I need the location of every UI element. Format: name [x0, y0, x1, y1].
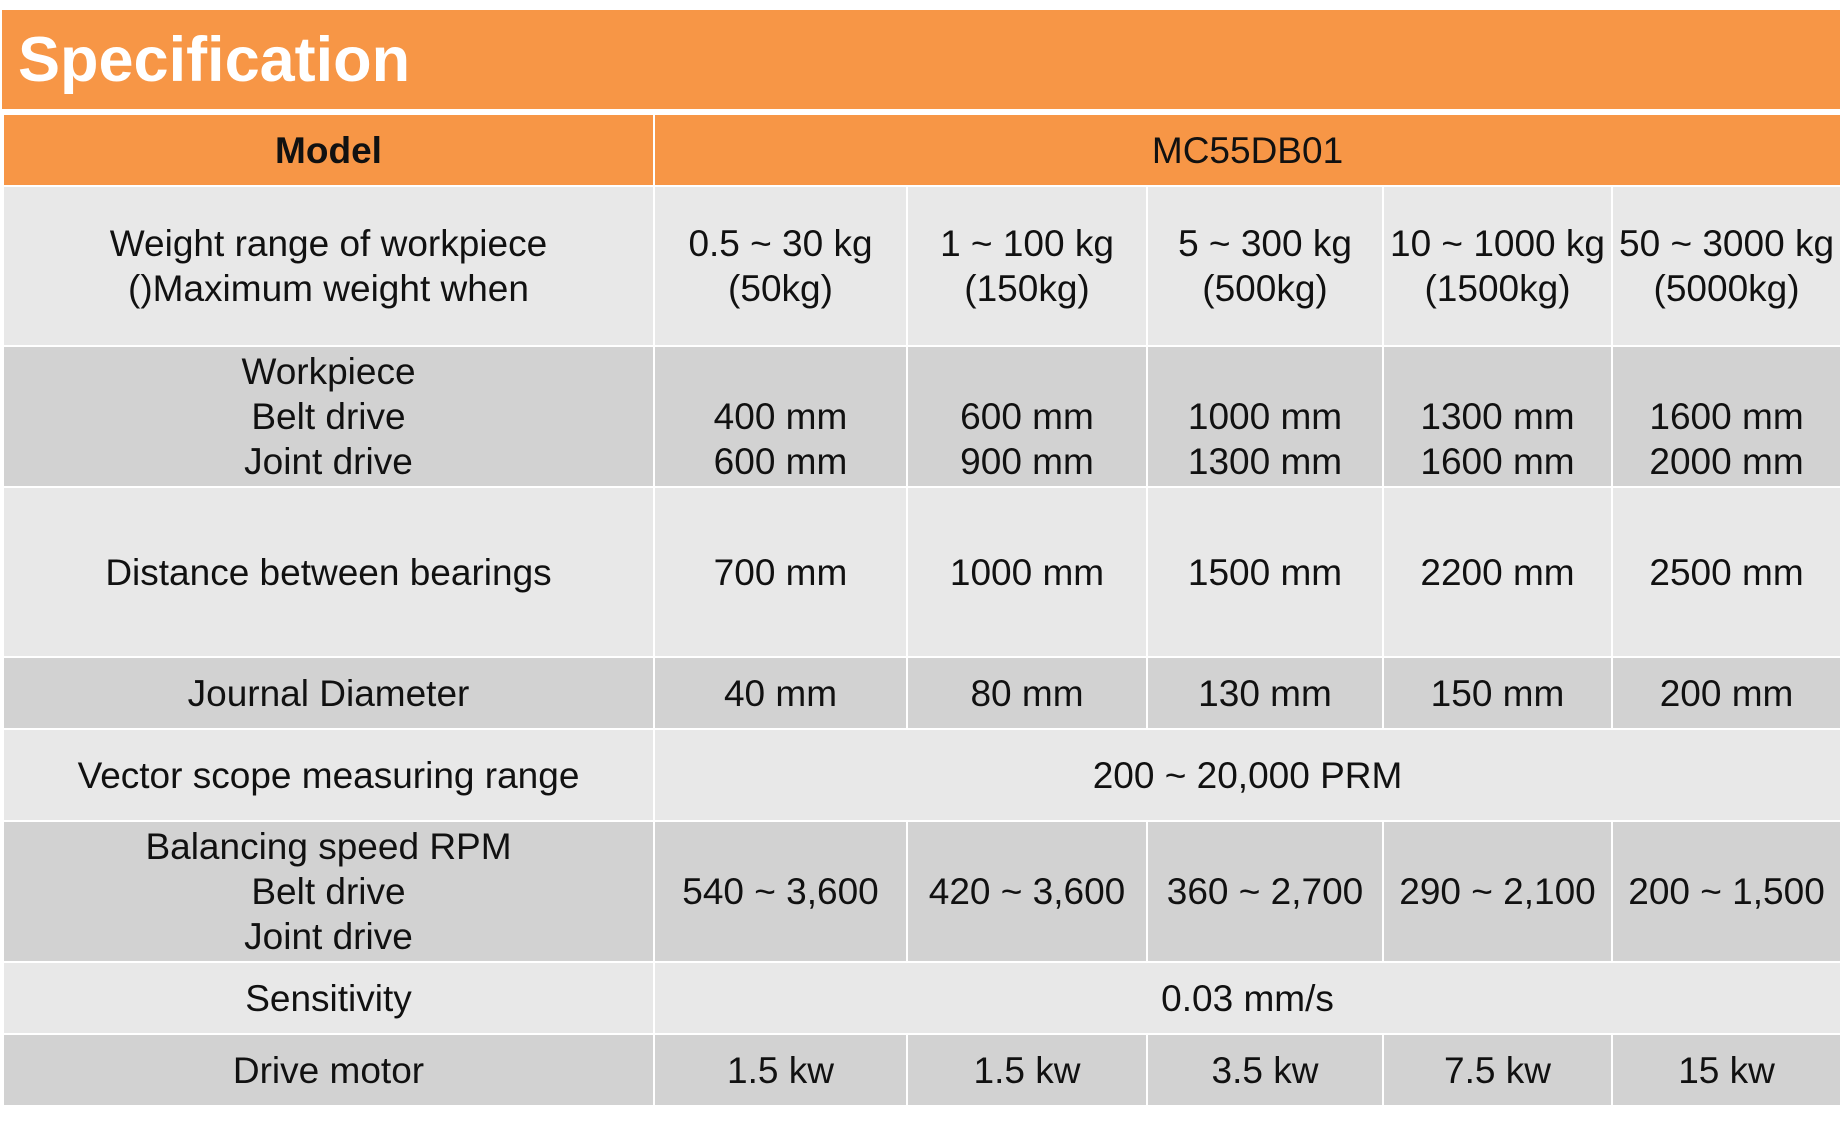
spec-table [2, 113, 1842, 1107]
table-cell [654, 186, 907, 346]
row-label: Sensitivity [3, 962, 654, 1034]
table-cell: 1.5 kw [907, 1034, 1147, 1106]
header-row [3, 114, 1841, 186]
row-label [3, 346, 654, 487]
cell-line: 50 ~ 3000 kg [1619, 223, 1835, 264]
page-title: Specification [18, 24, 411, 95]
table-row [3, 657, 1841, 729]
table-cell: 540 ~ 3,600 [654, 821, 907, 962]
table-row [3, 821, 1841, 962]
cell-line: (1500kg) [1424, 268, 1571, 309]
cell-line: 0.5 ~ 30 kg [688, 223, 873, 264]
table-cell: 40 mm [654, 657, 907, 729]
table-cell [1383, 186, 1612, 346]
table-row [3, 962, 1841, 1034]
table-cell [1612, 186, 1841, 346]
row-label: Drive motor [3, 1034, 654, 1106]
table-row [3, 1034, 1841, 1106]
table-cell: 2200 mm [1383, 487, 1612, 657]
table-cell: 0.03 mm/s [654, 962, 1841, 1034]
cell-line: 1 ~ 100 kg [940, 223, 1114, 264]
table-cell: 200 ~ 1,500 [1612, 821, 1841, 962]
table-cell [907, 186, 1147, 346]
cell-line: (5000kg) [1653, 268, 1800, 309]
cell-line: (50kg) [728, 268, 833, 309]
table-row [3, 186, 1841, 346]
cell-line: 1300 mm [1420, 395, 1575, 437]
table-cell: 1000 mm [907, 487, 1147, 657]
table-cell: 420 ~ 3,600 [907, 821, 1147, 962]
row-label [3, 186, 654, 346]
cell-line: 900 mm [960, 440, 1094, 482]
row-label-line: Joint drive [244, 441, 413, 482]
table-cell: 700 mm [654, 487, 907, 657]
table-cell: 200 mm [1612, 657, 1841, 729]
title-bar [2, 10, 1840, 109]
cell-line: 600 mm [960, 395, 1094, 437]
table-cell [1147, 186, 1383, 346]
table-cell: 130 mm [1147, 657, 1383, 729]
table-cell: 15 kw [1612, 1034, 1841, 1106]
row-label: Journal Diameter [3, 657, 654, 729]
row-label-line: Belt drive [251, 871, 406, 912]
row-label: Vector scope measuring range [3, 729, 654, 821]
cell-line: 1600 mm [1420, 440, 1575, 482]
table-cell: 2500 mm [1612, 487, 1841, 657]
row-label-line: ()Maximum weight when [128, 268, 529, 309]
cell-line: 400 mm [713, 395, 848, 437]
table-cell: 7.5 kw [1383, 1034, 1612, 1106]
table-cell: 1.5 kw [654, 1034, 907, 1106]
model-value: MC55DB01 [654, 114, 1841, 186]
cell-line: (500kg) [1202, 268, 1328, 309]
table-row [3, 487, 1841, 657]
row-label-line: Belt drive [251, 396, 406, 437]
table-cell: 1500 mm [1147, 487, 1383, 657]
table-cell: 150 mm [1383, 657, 1612, 729]
table-cell: 290 ~ 2,100 [1383, 821, 1612, 962]
table-cell: 200 ~ 20,000 PRM [654, 729, 1841, 821]
table-cell [1383, 346, 1612, 487]
table-cell [907, 346, 1147, 487]
table-cell: 80 mm [907, 657, 1147, 729]
table-cell: 3.5 kw [1147, 1034, 1383, 1106]
row-label-line: Weight range of workpiece [109, 223, 548, 264]
table-cell [1147, 346, 1383, 487]
table-cell [1612, 346, 1841, 487]
row-label-line: Joint drive [244, 916, 413, 957]
cell-line: 600 mm [713, 440, 848, 482]
row-label-line: Workpiece [241, 351, 416, 392]
row-label: Distance between bearings [3, 487, 654, 657]
table-row [3, 729, 1841, 821]
model-label: Model [3, 114, 654, 186]
cell-line: 1300 mm [1187, 440, 1343, 482]
cell-line: 5 ~ 300 kg [1178, 223, 1352, 264]
cell-line: 10 ~ 1000 kg [1390, 223, 1605, 264]
cell-line: (150kg) [964, 268, 1090, 309]
cell-line: 1000 mm [1187, 395, 1343, 437]
row-label [3, 821, 654, 962]
table-cell: 360 ~ 2,700 [1147, 821, 1383, 962]
row-label-line: Balancing speed RPM [145, 826, 512, 867]
cell-line: 1600 mm [1649, 395, 1804, 437]
table-cell [654, 346, 907, 487]
cell-line: 2000 mm [1649, 440, 1804, 482]
table-row [3, 346, 1841, 487]
